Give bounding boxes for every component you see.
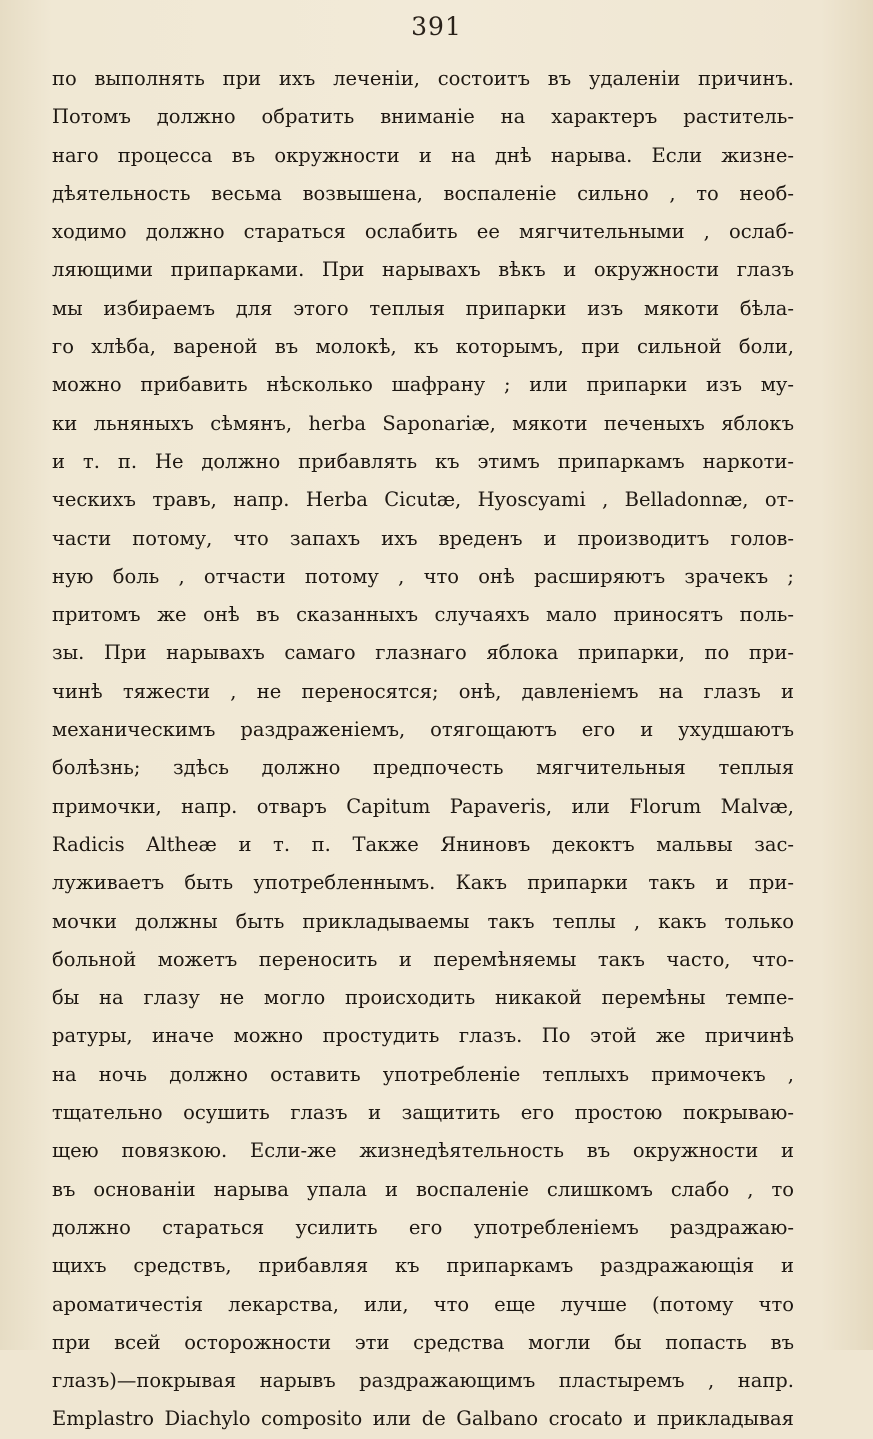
text-line: щею повязкою. Если-же жизнедѣятельность въ окружности и: [52, 1139, 794, 1163]
text-line: примочки, напр. отваръ Capitum Papaveris, или Florum Malvæ,: [52, 794, 794, 818]
text-line: болѣзнь; здѣсь должно предпочесть мягчительныя теплыя: [52, 756, 794, 780]
text-line: луживаетъ быть употребленнымъ. Какъ припарки такъ и при-: [52, 871, 794, 895]
text-line: можно прибавить нѣсколько шафрану ; или припарки изъ му-: [52, 373, 794, 397]
text-line: глазъ)—покрывая нарывъ раздражающимъ пластыремъ , напр.: [52, 1369, 794, 1393]
text-line: Потомъ должно обратить вниманіе на характеръ раститель-: [52, 105, 794, 129]
text-line: тщательно осушить глазъ и защитить его простою покрываю-: [52, 1101, 794, 1125]
text-line: ческихъ травъ, напр. Herba Cicutæ, Hyoscyami , Belladonnæ, от-: [52, 488, 794, 512]
text-line: ратуры, иначе можно простудить глазъ. По этой же причинѣ: [52, 1024, 794, 1048]
text-line: ляющими припарками. При нарывахъ вѣкъ и окружности глазъ: [52, 258, 794, 282]
text-line: ароматичестія лекарства, или, что еще лучше (потому что: [52, 1292, 794, 1316]
text-line: щихъ средствъ, прибавляя къ припаркамъ раздражающія и: [52, 1254, 794, 1278]
text-line: ную боль , отчасти потому , что онѣ расширяютъ зрачекъ ;: [52, 564, 794, 588]
text-line: ходимо должно стараться ослабить ее мягчительными , ослаб-: [52, 220, 794, 244]
text-line: по выполнять при ихъ леченіи, состоитъ въ удаленіи причинъ.: [52, 67, 794, 90]
text-line: механическимъ раздраженіемъ, отягощаютъ его и ухудшаютъ: [52, 718, 794, 742]
text-line: мы избираемъ для этого теплыя припарки изъ мякоти бѣла-: [52, 296, 794, 320]
text-line: зы. При нарывахъ самаго глазнаго яблока припарки, по при-: [52, 641, 794, 665]
text-line: на ночь должно оставить употребленіе теплыхъ примочекъ ,: [52, 1062, 794, 1086]
text-line: притомъ же онѣ въ сказанныхъ случаяхъ мало приносятъ поль-: [52, 603, 794, 627]
text-line: бы на глазу не могло происходить никакой перемѣны темпе-: [52, 986, 794, 1010]
text-line: при всей осторожности эти средства могли бы попасть въ: [52, 1330, 794, 1354]
text-line: и т. п. Не должно прибавлять къ этимъ припаркамъ наркоти-: [52, 449, 794, 473]
body-text: [52, 60, 794, 1439]
text-line: го хлѣба, вареной въ молокѣ, къ которымъ, при сильной боли,: [52, 335, 794, 359]
text-line: должно стараться усилить его употребленіемъ раздражаю-: [52, 1215, 794, 1239]
text-line: въ основаніи нарыва упала и воспаленіе слишкомъ слабо , то: [52, 1177, 794, 1201]
page-number: 391: [411, 12, 462, 41]
text-line: мочки должны быть прикладываемы такъ теплы , какъ только: [52, 909, 794, 933]
text-line: дѣятельность весьма возвышена, воспаленіе сильно , то необ-: [52, 181, 794, 205]
text-line: наго процесса въ окружности и на днѣ нарыва. Если жизне-: [52, 143, 794, 167]
text-line: Emplastro Diachylo composito или de Galbano crocato и прикладывая: [52, 1407, 794, 1431]
text-line: части потому, что запахъ ихъ вреденъ и производитъ голов-: [52, 526, 794, 550]
text-line: чинѣ тяжести , не переносятся; онѣ, давленіемъ на глазъ и: [52, 679, 794, 703]
text-line: Radicis Altheæ и т. п. Также Яниновъ декоктъ мальвы зас-: [52, 832, 794, 856]
text-line: ки льняныхъ сѣмянъ, herba Saponariæ, мякоти печеныхъ яблокъ: [52, 411, 794, 435]
text-line: больной можетъ переносить и перемѣняемы такъ часто, что-: [52, 947, 794, 971]
